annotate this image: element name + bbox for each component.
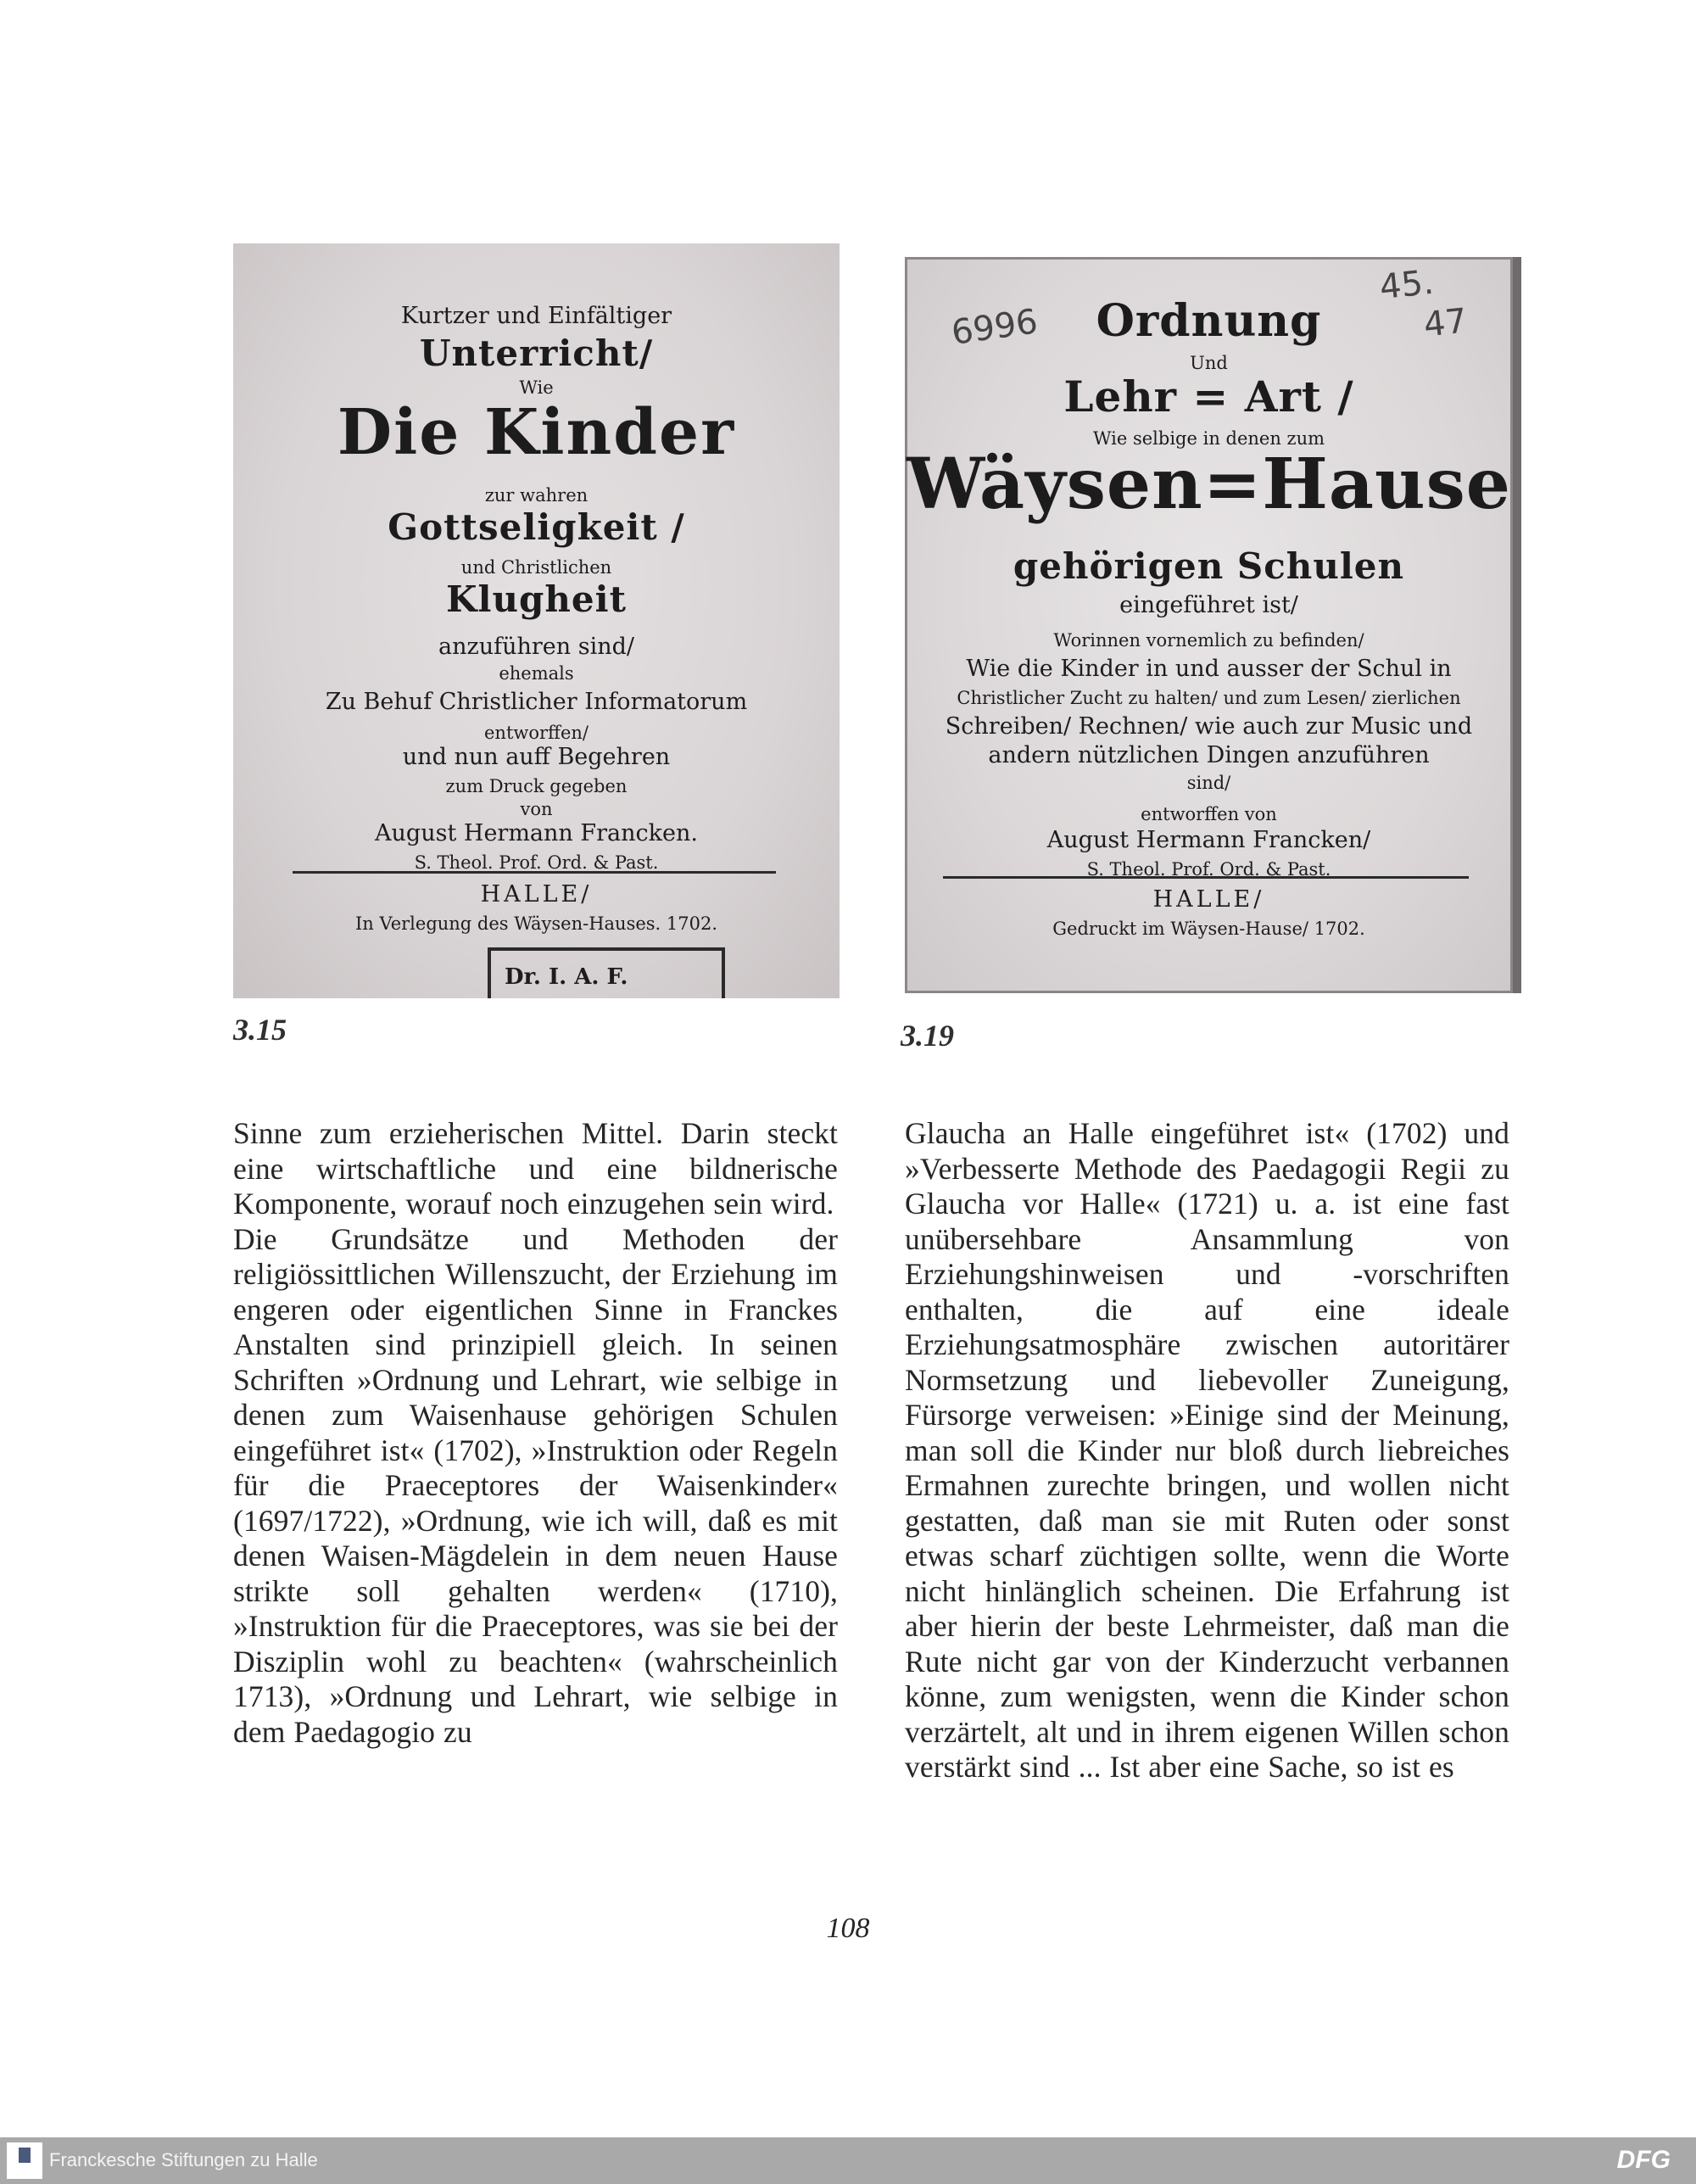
tp-line: entworffen von <box>1141 804 1277 824</box>
tp-line: Kurtzer und Einfältiger <box>400 303 672 329</box>
tp-line: ehemals <box>499 663 574 684</box>
tp-line: Unterricht/ <box>419 332 654 374</box>
tp-line: Gottseligkeit / <box>388 506 685 548</box>
tp-line: August Hermann Francken/ <box>1046 827 1371 853</box>
handwritten-mark: 47 <box>1421 301 1470 345</box>
institution-logo-icon <box>7 2142 42 2179</box>
text-column-right <box>905 1116 1509 1785</box>
tp-line: Wie selbige in denen zum <box>1092 428 1325 449</box>
dfg-logo: DFG <box>1616 2146 1671 2174</box>
figure-caption-right: 3.19 <box>901 1019 954 1053</box>
tp-line: entworffen/ <box>484 723 589 743</box>
tp-line: In Verlegung des Wäysen-Hauses. 1702. <box>354 913 718 934</box>
tp-line: eingeführet ist/ <box>1119 592 1298 618</box>
tp-line: Lehr = Art / <box>1063 371 1354 422</box>
footer-bar <box>0 2137 1696 2184</box>
tp-line: Wie die Kinder in und ausser der Schul in <box>966 656 1452 682</box>
tp-line: S. Theol. Prof. Ord. & Past. <box>1086 859 1331 880</box>
tp-line: Die Kinder <box>337 396 736 469</box>
tp-line: Wäysen=Hause <box>907 444 1511 525</box>
footer-institution-label: Franckesche Stiftungen zu Halle <box>49 2149 318 2170</box>
paragraph: Glaucha an Halle eingeführet ist« (1702) und »Verbesserte Methode des Paedagogii Regii zu Glaucha vor Halle« (1721) u. a. ist eine fast unübersehbare Ansammlung von Erziehungshinweisen und -vorschriften enthalten, die auf eine ideale Erziehungsatmosphäre zwischen autoritärer Normsetzung und liebevoller Zuneigung, Fürsorge verweisen: »Einige sind der Meinung, man soll die Kinder nur bloß durch liebreiches Ermahnen zurechte bringen, und wollen nicht gestatten, daß man sie mit Ruten oder sonst etwas scharf züchtigen sollte, wenn die Worte nicht hinlänglich scheinen. Die Erfahrung ist aber hierin der beste Lehrmeister, daß man die Rute nicht gar von der Kinderzucht verbannen könne, zum wenigsten, wenn die Kinder schon verzärtelt, alt und in ihrem eigenen Willen schon verstärkt sind ... Ist aber eine Sache, so ist es <box>905 1116 1509 1784</box>
tp-line: Christlicher Zucht zu halten/ und zum Lesen/ zierlichen <box>957 688 1461 708</box>
tp-line: Und <box>1190 353 1228 373</box>
figure-caption-left: 3.15 <box>233 1013 287 1047</box>
tp-line: Wie <box>519 377 554 398</box>
paragraph: Sinne zum erzieherischen Mittel. Darin steckt eine wirtschaftliche und eine bildnerische Komponente, worauf noch einzugehen sein wird. <box>233 1116 838 1220</box>
tp-line: Zu Behuf Christlicher Informatorum <box>325 689 748 715</box>
tp-line: S. Theol. Prof. Ord. & Past. <box>414 852 659 873</box>
page-number: 108 <box>826 1913 870 1944</box>
tp-line: Schreiben/ Rechnen/ wie auch zur Music und <box>945 713 1473 740</box>
tp-rule <box>943 876 1469 879</box>
paragraph: Die Grundsätze und Methoden der religiössittlichen Willenszucht, der Erziehung im engeren oder eigentlichen Sinne in Franckes Anstalten sind prinzipiell gleich. In seinen Schriften »Ordnung und Lehrart, wie selbige in denen zum Waisenhause gehörigen Schulen eingeführet ist« (1702), »Instruktion oder Regeln für die Praeceptores der Waisenkinder« (1697/1722), »Ordnung, wie ich will, daß es mit denen Waisen-Mägdelein in dem neuen Hause strikte soll gehalten werden« (1710), »Instruktion für die Praeceptores, was sie bei der Disziplin wohl zu beachten« (wahrscheinlich 1713), »Ordnung und Lehrart, wie selbige in dem Paedagogio zu <box>233 1221 838 1749</box>
title-page-image-left <box>233 243 840 998</box>
tp-line: anzuführen sind/ <box>438 634 634 660</box>
tp-line: Gedruckt im Wäysen-Hause/ 1702. <box>1052 919 1365 939</box>
tp-line: Ordnung <box>1096 295 1322 347</box>
title-page-image-right <box>905 257 1521 993</box>
tp-line: und nun auff Begehren <box>402 744 671 770</box>
tp-line: HALLE/ <box>1152 886 1265 913</box>
tp-line: und Christlichen <box>460 557 612 578</box>
tp-line: August Hermann Francken. <box>375 820 698 846</box>
library-stamp: Dr. I. A. F. <box>488 947 725 998</box>
tp-line: gehörigen Schulen <box>1013 545 1405 587</box>
tp-line: zum Druck gegeben <box>445 776 628 796</box>
text-column-left <box>233 1116 838 1750</box>
tp-line: Worinnen vornemlich zu befinden/ <box>1053 630 1364 651</box>
tp-line: sind/ <box>1186 773 1231 793</box>
tp-line: Klugheit <box>446 578 627 620</box>
handwritten-mark: 6996 <box>949 302 1040 353</box>
logo-mark <box>19 2148 31 2163</box>
tp-line: zur wahren <box>484 485 589 506</box>
tp-line: HALLE/ <box>480 881 593 908</box>
tp-line: andern nützlichen Dingen anzuführen <box>988 742 1430 768</box>
tp-line: von <box>520 799 553 819</box>
handwritten-mark: 45. <box>1377 262 1436 308</box>
tp-rule <box>293 871 776 874</box>
